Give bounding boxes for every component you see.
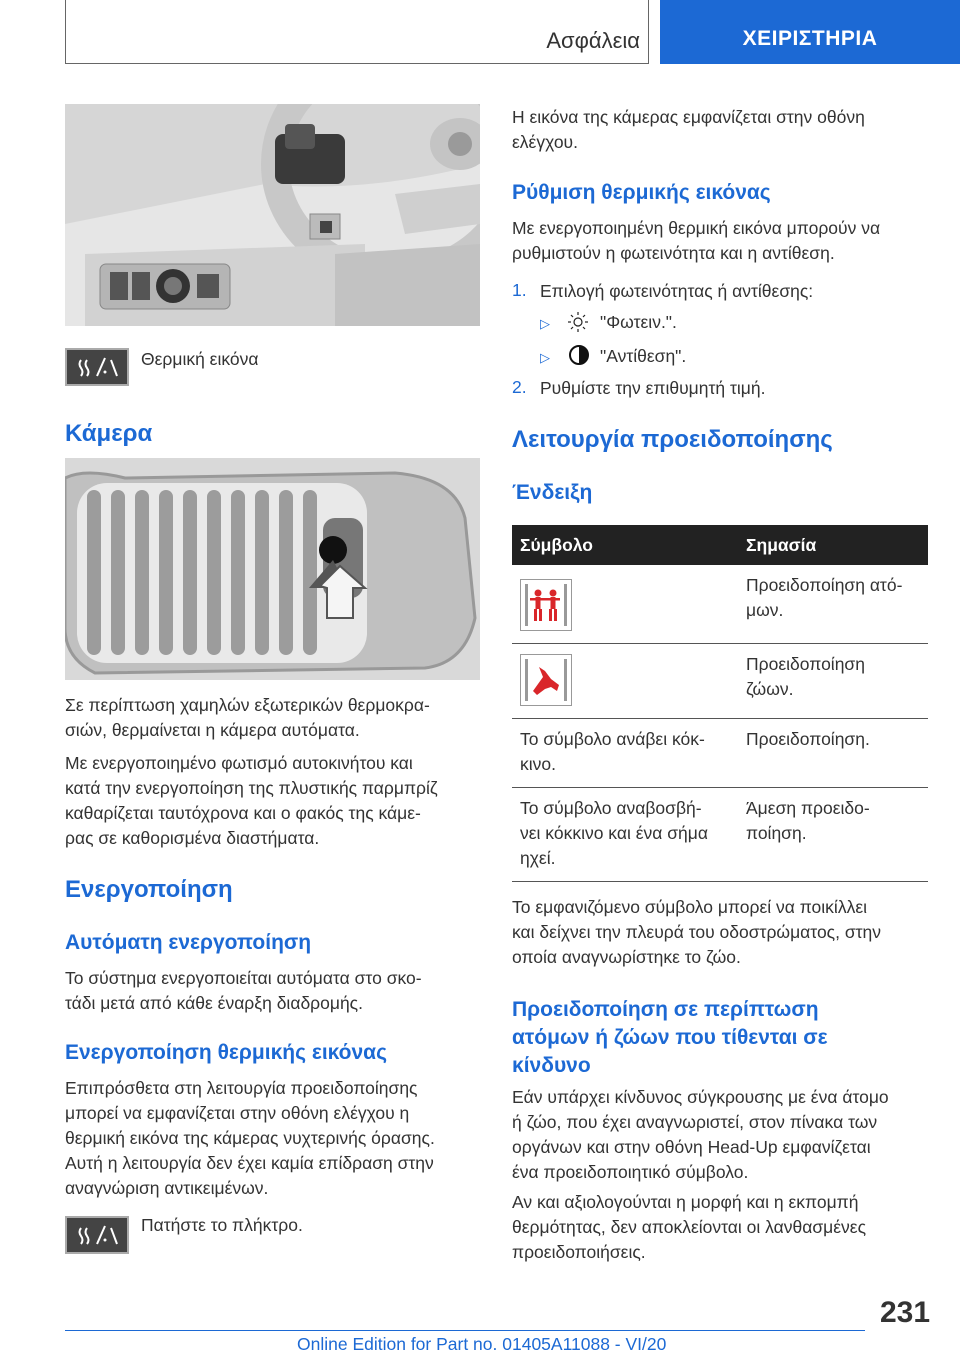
step-1-text: Επιλογή φωτεινότητας ή αντίθεσης: bbox=[540, 281, 814, 301]
text-line: Προειδοποίηση σε περίπτωση bbox=[512, 998, 819, 1021]
text-line: κίνδυνο bbox=[512, 1054, 591, 1077]
table-cell-meaning: Άμεση προειδο- ποίηση. bbox=[738, 788, 928, 882]
text-line: θερμική εικόνα της κάμερας νυχτερινής όρασης. bbox=[65, 1128, 435, 1148]
bullet-triangle-icon: ▷ bbox=[540, 316, 550, 331]
person-warning-icon bbox=[520, 579, 572, 631]
paragraph-false-warnings bbox=[512, 1190, 866, 1265]
contrast-icon bbox=[567, 343, 591, 372]
text-line: αναγνώριση αντικειμένων. bbox=[65, 1178, 269, 1198]
table-cell-meaning: Προειδοποίηση ζώων. bbox=[738, 644, 928, 719]
heading-camera: Κάμερα bbox=[65, 420, 153, 447]
text-line: μπορεί να εμφανίζεται στην οθόνη ελέγχου η bbox=[65, 1103, 410, 1123]
header-chapter-tab: ΧΕΙΡΙΣΤΗΡΙΑ bbox=[660, 0, 960, 64]
paragraph-symbol-varies bbox=[512, 895, 881, 970]
heading-warning-function: Λειτουργία προειδοποίησης bbox=[512, 426, 833, 453]
thermal-image-button-icon bbox=[65, 348, 129, 386]
text-line: Αυτή η λειτουργία δεν έχει καμία επίδραση στην bbox=[65, 1153, 434, 1173]
paragraph-collision-warning bbox=[512, 1085, 889, 1185]
table-row bbox=[512, 565, 928, 644]
bullet-triangle-icon: ▷ bbox=[540, 350, 550, 365]
symbol-table bbox=[512, 525, 928, 882]
paragraph-auto-activation bbox=[65, 966, 422, 1016]
table-header-symbol: Σύμβολο bbox=[512, 525, 738, 565]
page-number: 231 bbox=[880, 1296, 931, 1329]
heading-display: Ένδειξη bbox=[512, 481, 593, 504]
text-line: Σε περίπτωση χαμηλών εξωτερικών θερμοκρα- bbox=[65, 695, 430, 715]
heading-danger-warning bbox=[512, 996, 828, 1080]
sun-icon bbox=[566, 310, 590, 339]
text-line: σιών, θερμαίνεται η κάμερα αυτόματα. bbox=[65, 720, 360, 740]
animal-warning-icon bbox=[520, 654, 572, 706]
thermal-image-button-icon bbox=[65, 1216, 129, 1254]
text-line: ατόμων ή ζώων που τίθενται σε bbox=[512, 1026, 828, 1049]
paragraph-camera-image bbox=[512, 105, 865, 155]
table-cell-symbol bbox=[512, 565, 738, 644]
text-line: προειδοποιήσεις. bbox=[512, 1242, 646, 1262]
text-line: τάδι μετά από κάθε έναρξη διαδρομής. bbox=[65, 993, 363, 1013]
table-cell-symbol: Το σύμβολο αναβοσβή- νει κόκκινο και ένα σήμα ηχεί. bbox=[512, 788, 738, 882]
grille-camera-photo bbox=[65, 458, 480, 680]
header-section-title: Ασφάλεια bbox=[546, 28, 640, 53]
text-line: ρυθμιστούν η φωτεινότητα και η αντίθεση. bbox=[512, 243, 835, 263]
text-line: Το σύστημα ενεργοποιείται αυτόματα στο σκο- bbox=[65, 968, 422, 988]
text-line: Αν και αξιολογούνται η μορφή και η εκπομπή bbox=[512, 1192, 859, 1212]
text-line: ελέγχου. bbox=[512, 132, 578, 152]
table-row bbox=[512, 719, 928, 788]
footer-divider bbox=[65, 1330, 865, 1331]
paragraph-camera-heating bbox=[65, 693, 430, 743]
step-number: 1. bbox=[512, 280, 527, 300]
text-line: Με ενεργοποιημένο φωτισμό αυτοκινήτου και bbox=[65, 753, 413, 773]
table-cell-meaning: Προειδοποίηση. bbox=[738, 719, 928, 788]
heading-auto-activation: Αυτόματη ενεργοποίηση bbox=[65, 931, 312, 954]
table-row bbox=[512, 644, 928, 719]
table-row bbox=[512, 788, 928, 882]
dashboard-photo bbox=[65, 104, 480, 326]
text-line: και δείχνει την πλευρά του οδοστρώματος, στην bbox=[512, 922, 882, 942]
press-button-caption: Πατήστε το πλήκτρο. bbox=[141, 1215, 303, 1235]
table-cell-meaning: Προειδοποίηση ατό- μων. bbox=[738, 565, 928, 644]
paragraph-adjust-thermal bbox=[512, 216, 880, 266]
heading-adjust-thermal: Ρύθμιση θερμικής εικόνας bbox=[512, 181, 771, 204]
text-line: Το εμφανιζόμενο σύμβολο μπορεί να ποικίλλει bbox=[512, 897, 868, 917]
text-line: ρας σε καθορισμένα διαστήματα. bbox=[65, 828, 320, 848]
text-line: Επιπρόσθετα στη λειτουργία προειδοποίησης bbox=[65, 1078, 418, 1098]
footer-edition: Online Edition for Part no. 01405A11088 - VI/20 bbox=[297, 1334, 667, 1354]
text-line: καθαρίζεται ταυτόχρονα και ο φακός της κάμε- bbox=[65, 803, 421, 823]
option-contrast: "Αντίθεση". bbox=[600, 346, 687, 366]
paragraph-lens-cleaning bbox=[65, 751, 438, 851]
text-line: οποία αναγνωρίστηκε το ζώο. bbox=[512, 947, 741, 967]
text-line: Με ενεργοποιημένη θερμική εικόνα μπορούν να bbox=[512, 218, 881, 238]
text-line: κατά την ενεργοποίηση της πλυστικής παρμπρίζ bbox=[65, 778, 438, 798]
text-line: ένα προειδοποιητικό σύμβολο. bbox=[512, 1162, 749, 1182]
table-cell-symbol: Το σύμβολο ανάβει κόκ- κινο. bbox=[512, 719, 738, 788]
option-brightness: "Φωτειν.". bbox=[600, 312, 677, 332]
text-line: θερμότητας, δεν αποκλείονται οι λανθασμένες bbox=[512, 1217, 867, 1237]
step-number: 2. bbox=[512, 377, 527, 397]
text-line: Εάν υπάρχει κίνδυνος σύγκρουσης με ένα άτομο bbox=[512, 1087, 889, 1107]
heading-thermal-activation: Ενεργοποίηση θερμικής εικόνας bbox=[65, 1041, 388, 1064]
step-2-text: Ρυθμίστε την επιθυμητή τιμή. bbox=[540, 378, 766, 398]
table-cell-symbol bbox=[512, 644, 738, 719]
table-header-meaning: Σημασία bbox=[738, 525, 928, 565]
text-line: Η εικόνα της κάμερας εμφανίζεται στην οθόνη bbox=[512, 107, 865, 127]
paragraph-thermal-activation bbox=[65, 1076, 435, 1201]
heading-activation: Ενεργοποίηση bbox=[65, 876, 233, 903]
thermal-button-caption: Θερμική εικόνα bbox=[141, 349, 259, 369]
text-line: ή ζώο, που έχει αναγνωριστεί, στον πίνακα των bbox=[512, 1112, 878, 1132]
text-line: οργάνων και στην οθόνη Head-Up εμφανίζεται bbox=[512, 1137, 871, 1157]
